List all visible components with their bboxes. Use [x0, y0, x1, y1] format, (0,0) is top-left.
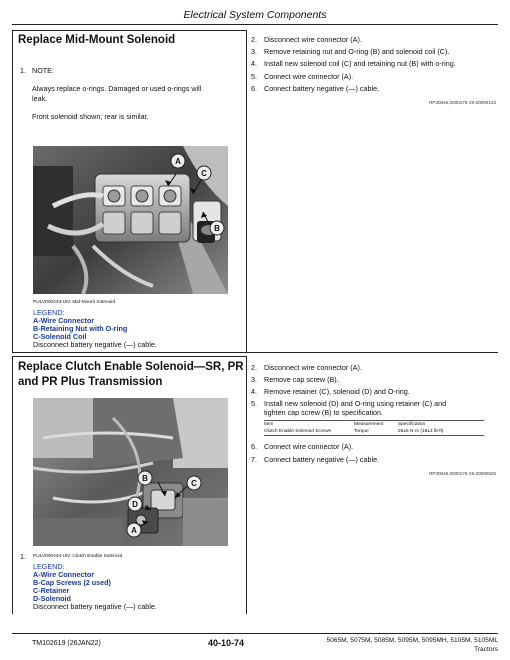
spec-cell-item: Clutch Enable Solenoid Screws — [264, 429, 331, 434]
section1-ref-code: RP30846,0000175-19-20090123 — [429, 100, 496, 105]
spec-cell-measurement: Torque — [354, 429, 369, 434]
callout-d-label: D — [132, 500, 138, 509]
section1-note-text-3: Front solenoid shown; rear is similar. — [32, 112, 149, 121]
section2-legend-item-d: D-Solenoid — [33, 594, 71, 603]
section1-note-label: NOTE: — [32, 66, 54, 75]
section2-box-left-border — [12, 356, 13, 614]
header-rule — [12, 24, 498, 25]
page-header-title: Electrical System Components — [183, 9, 327, 21]
section1-legend-label: LEGEND: — [33, 308, 65, 317]
section2-legend-item-a: A-Wire Connector — [33, 570, 95, 579]
section1-legend-item-c: C-Solenoid Coil — [33, 332, 87, 341]
footer-page-number: 40-10-74 — [208, 638, 245, 648]
spec-table — [264, 420, 484, 436]
section2-legend-label: LEGEND: — [33, 562, 65, 571]
section2-title-line-2: and PR Plus Transmission — [18, 376, 163, 388]
section2-box-top-border — [12, 356, 246, 357]
mid-mount-solenoid-illustration — [33, 146, 228, 294]
footer-doc-code: TM102619 (26JAN22) — [32, 640, 101, 647]
callout-c-label: C — [201, 169, 207, 178]
spec-table-header-row — [264, 421, 448, 428]
section1-after-legend: Disconnect battery negative (—) cable. — [33, 340, 157, 349]
section2-image-caption: PULV000444-UN: Clutch Enable Solenoid — [33, 554, 123, 559]
section2-step-1-number: 1. — [20, 552, 26, 561]
mid-mount-solenoid-photo — [33, 146, 228, 294]
spec-header-measurement: Measurement — [354, 422, 384, 427]
spec-header-item: Item — [264, 422, 274, 427]
section2-after-legend: Disconnect battery negative (—) cable. — [33, 602, 157, 611]
callout-a-label: A — [175, 157, 181, 166]
footer-models-line-2: Tractors — [474, 646, 498, 653]
callout-b-label: B — [214, 224, 220, 233]
section1-legend-item-a: A-Wire Connector — [33, 316, 95, 325]
spec-table-grid — [264, 421, 448, 435]
section2-legend-item-c: C-Retainer — [33, 586, 70, 595]
section1-title: Replace Mid-Mount Solenoid — [18, 34, 176, 46]
spec-table-row — [264, 428, 448, 435]
section2-legend-item-b: B-Cap Screws (2 used) — [33, 578, 111, 587]
clutch-enable-solenoid-illustration — [33, 398, 228, 546]
callout-a-label: A — [131, 526, 137, 535]
section1-note-text-1: Always replace o-rings. Damaged or used o-rings will — [32, 84, 202, 93]
section1-note-number: 1. — [20, 66, 26, 75]
section2-ref-code: RP30846,0000176-19-20090528 — [429, 471, 496, 476]
callout-c-label: C — [191, 479, 197, 488]
section1-box-top-border — [12, 30, 246, 31]
section1-box-right-border — [246, 30, 247, 352]
section2-step-5-line-2: tighten cap screw (B) to specification. — [264, 408, 384, 417]
section1-bottom-rule — [12, 352, 498, 353]
section1-legend-item-b: B-Retaining Nut with O-ring — [33, 324, 128, 333]
section2-box-right-border — [246, 356, 247, 614]
callout-b-label: B — [142, 474, 148, 483]
section1-image-caption: PULV000443-UN: Mid-Mount Solenoid — [33, 300, 116, 305]
footer-models-line-1: 5065M, 5075M, 5085M, 5095M, 5095MH, 5105M, 5105ML — [326, 637, 498, 644]
footer-rule — [12, 633, 498, 634]
clutch-enable-solenoid-photo — [33, 398, 228, 546]
spec-header-specification: Specification — [398, 422, 426, 427]
section2-title-line-1: Replace Clutch Enable Solenoid—SR, PR — [18, 361, 244, 373]
spec-cell-specification: 25±5 N·m (18±3 lb-ft) — [398, 429, 444, 434]
section1-note-text-2: leak. — [32, 94, 48, 103]
section1-box-left-border — [12, 30, 13, 352]
